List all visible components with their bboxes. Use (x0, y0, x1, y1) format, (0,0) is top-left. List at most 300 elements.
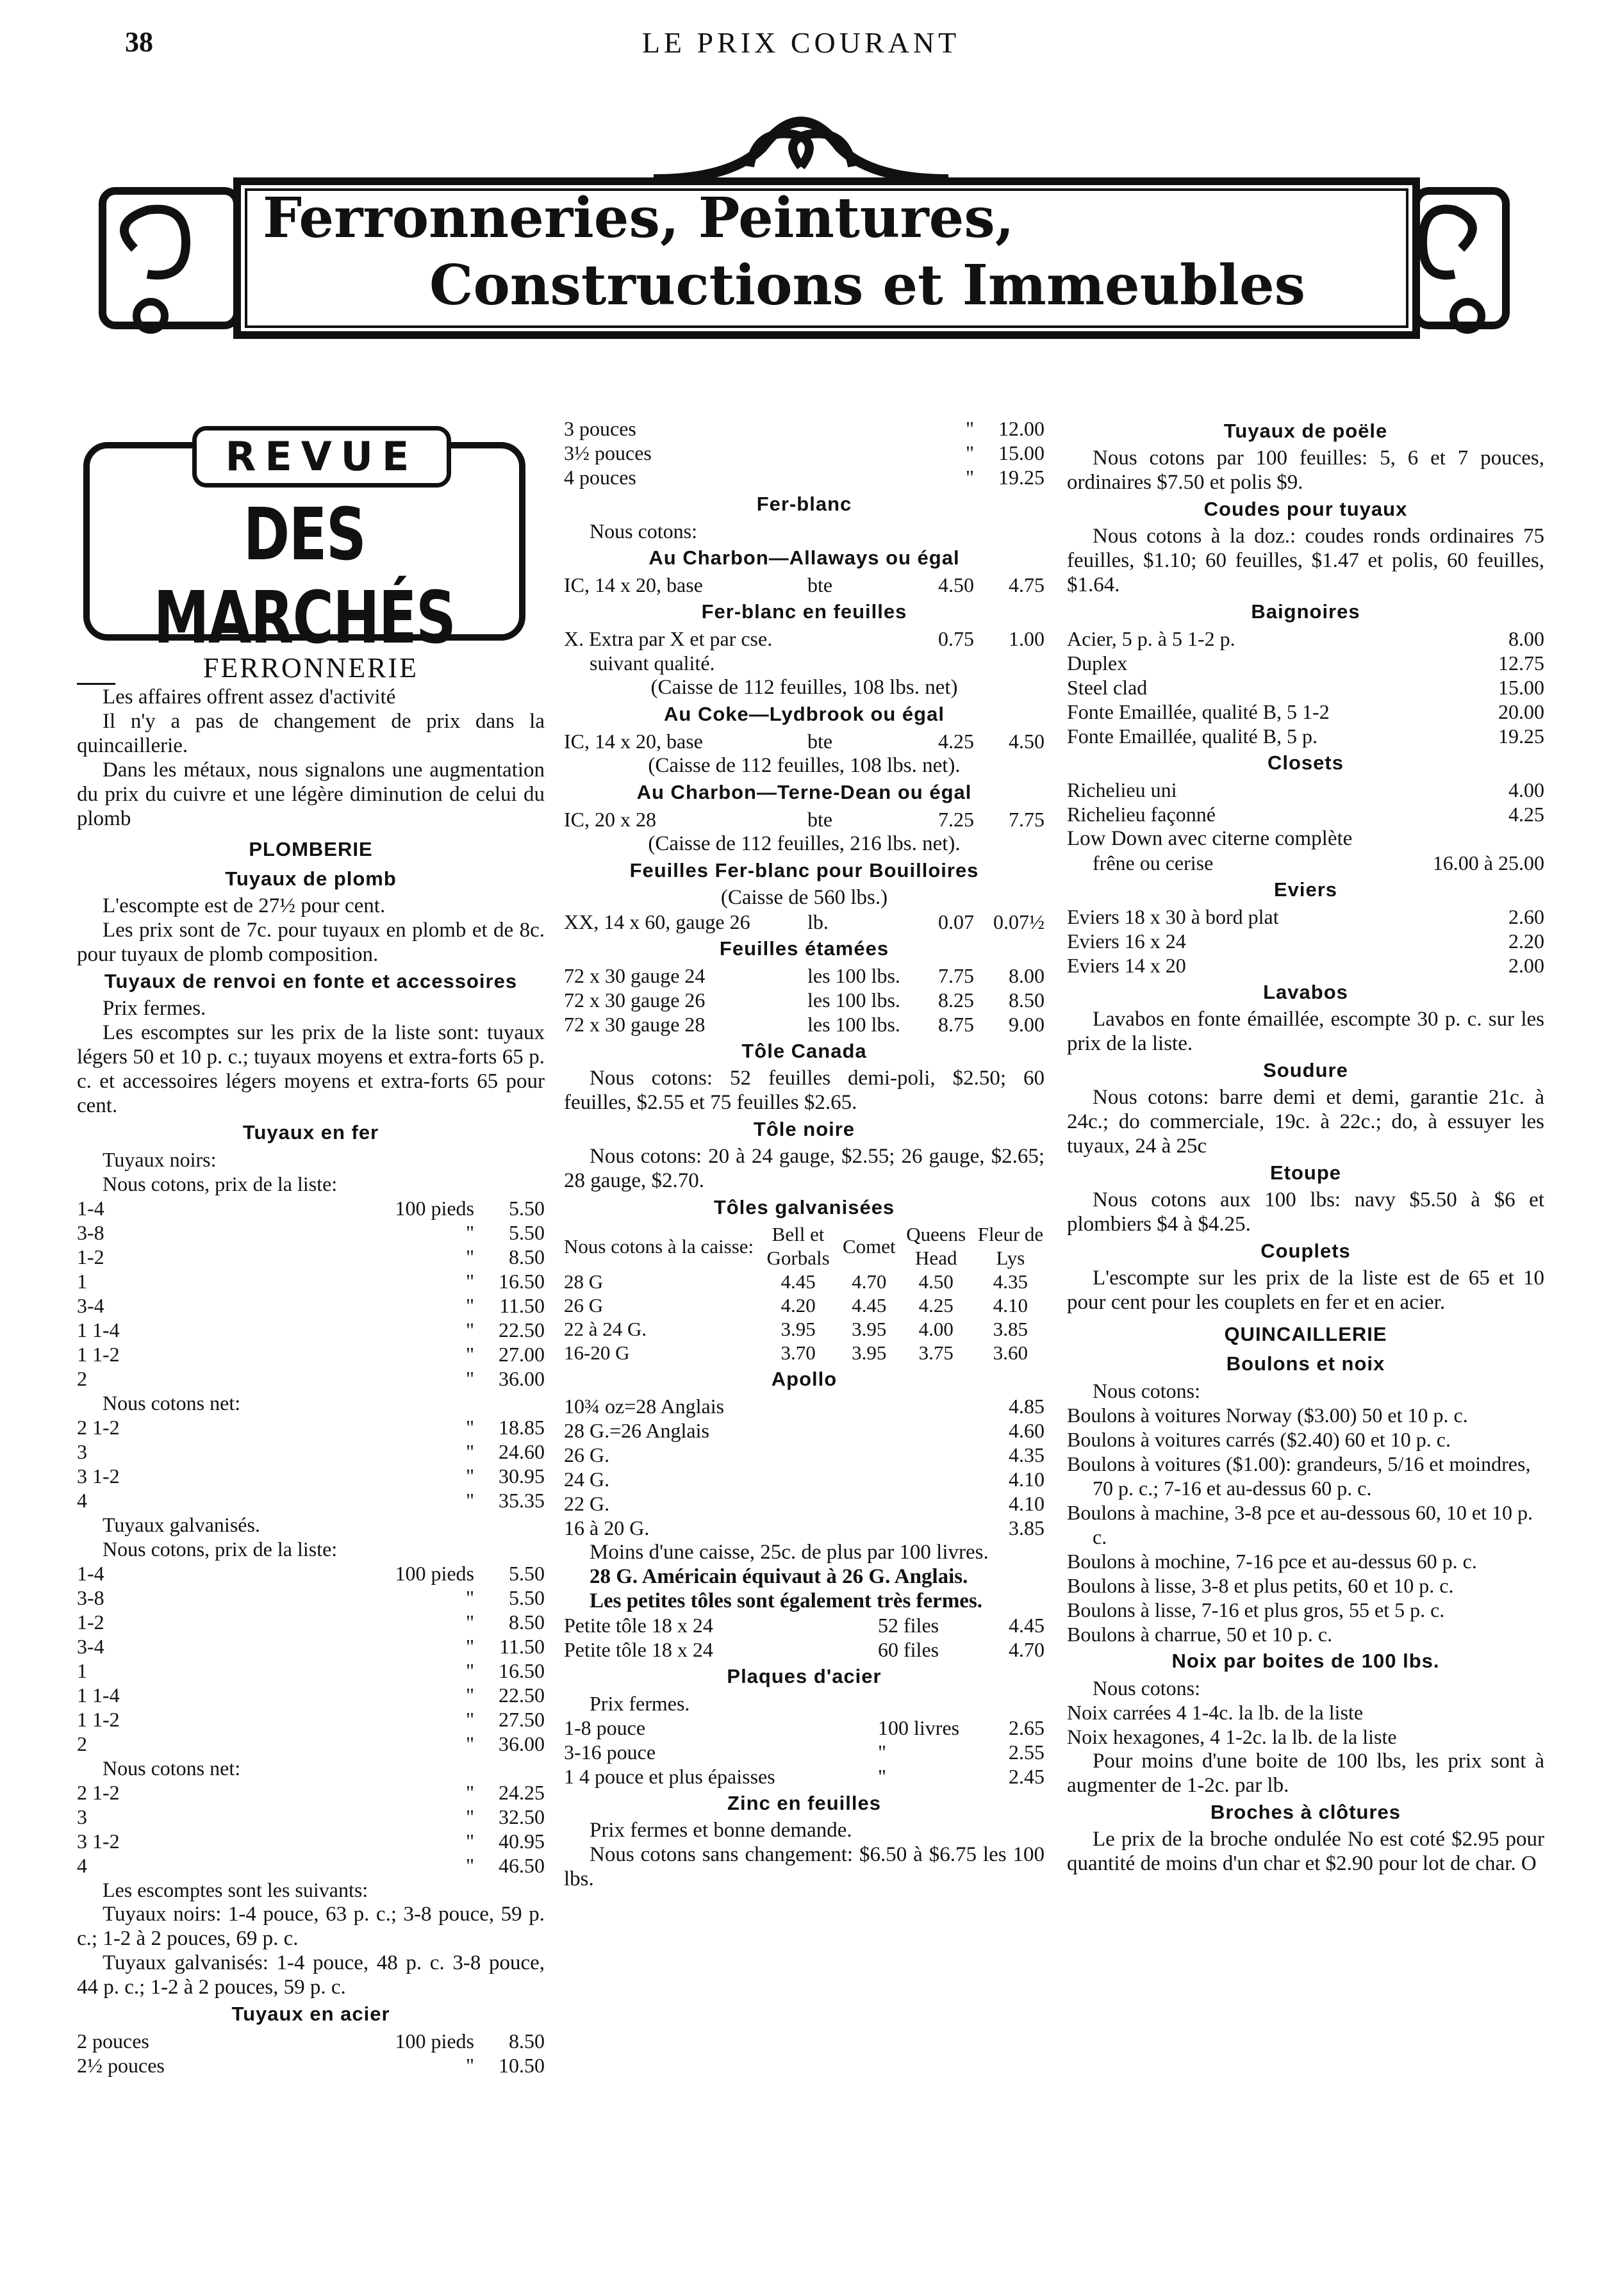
subheading-coudes: Coudes pour tuyaux (1203, 498, 1408, 520)
table-cell: 3.95 (852, 1341, 887, 1364)
price-cell: 46.50 (499, 1854, 545, 1877)
price-cell: 12.00 (998, 417, 1045, 440)
price-cell: 8.00 (1009, 964, 1045, 987)
price-row (1067, 778, 1544, 802)
table-header: Fleur de Lys (977, 1223, 1044, 1269)
price-list-etamees (564, 964, 1045, 1037)
price-cell: " (465, 1318, 474, 1341)
table-header: Nous cotons à la caisse: (564, 1234, 754, 1258)
subheading-lydbrook: Au Coke—Lydbrook ou égal (664, 703, 945, 725)
paragraph: Les prix sont de 7c. pour tuyaux en plomb et de 8c. pour tuyaux de plomb composition. (77, 919, 545, 966)
price-cell: 100 livres (878, 1716, 960, 1739)
price-cell: 2.45 (1009, 1765, 1045, 1788)
price-cell: 60 files (878, 1638, 939, 1661)
price-cell: " (465, 1635, 474, 1658)
price-row (77, 1464, 545, 1488)
price-list-plaques (564, 1716, 1045, 1789)
label: Nous cotons, prix de la liste: (103, 1538, 338, 1561)
label: suivant qualité. (590, 652, 715, 675)
price-cell: 2 1-2 (77, 1416, 120, 1439)
price-cell: 36.00 (499, 1367, 545, 1390)
section-heading-quincaillerie: QUINCAILLERIE (1224, 1323, 1387, 1345)
price-row (77, 1293, 545, 1318)
price-cell: 4.70 (1009, 1638, 1045, 1661)
price-row (77, 1707, 545, 1732)
price-row (77, 1220, 545, 1245)
list-item: Boulons à lisse, 7-16 et plus gros, 55 et 5 p. c. (1067, 1598, 1445, 1621)
label: Nous cotons net: (103, 1757, 241, 1780)
subheading-soudure: Soudure (1263, 1059, 1348, 1081)
price-row (77, 1269, 545, 1293)
price-cell: 1 (77, 1270, 87, 1293)
lowdown-line: Low Down avec citerne complète (1067, 827, 1353, 850)
price-row (564, 1467, 1045, 1491)
table-cell: 26 G (564, 1294, 604, 1316)
price-cell: 2 1-2 (77, 1781, 120, 1804)
label: Prix fermes. (590, 1692, 690, 1715)
page-number: 38 (125, 26, 153, 58)
price-row (77, 1415, 545, 1439)
subheading-poele: Tuyaux de poële (1223, 420, 1388, 442)
price-cell: 5.50 (509, 1586, 545, 1609)
price-row (1067, 724, 1544, 748)
price-cell: 30.95 (499, 1464, 545, 1488)
table-row (564, 1270, 1045, 1293)
table-cell: 4.45 (780, 1270, 816, 1293)
price-row (77, 1659, 545, 1683)
price-row (564, 1516, 1045, 1540)
subheading-bouilloires: Feuilles Fer-blanc pour Bouilloires (629, 859, 979, 882)
price-cell: 4 pouces (564, 466, 636, 489)
price-cell: 2 (77, 1367, 87, 1390)
paragraph: Nous cotons aux 100 lbs: navy $5.50 à $6 et plombiers $4 à $4.25. (1067, 1188, 1544, 1236)
journal-title: LE PRIX COURANT (641, 26, 961, 59)
subheading-noix: Noix par boites de 100 lbs. (1171, 1650, 1440, 1672)
price-list-acier-cont (564, 416, 1045, 489)
subheading-terne-dean: Au Charbon—Terne-Dean ou égal (636, 781, 972, 803)
subheading-couplets: Couplets (1260, 1240, 1351, 1262)
price-cell: 72 x 30 gauge 28 (564, 1013, 706, 1036)
price-cell: Eviers 14 x 20 (1067, 954, 1186, 977)
price-cell: " (465, 1805, 474, 1828)
price-row (77, 1196, 545, 1220)
price-cell: 26 G. (564, 1443, 610, 1466)
table-cell: 4.45 (852, 1294, 887, 1316)
price-cell: 1-2 (77, 1611, 104, 1634)
price-row (77, 1561, 545, 1586)
price-cell: 2.65 (1009, 1716, 1045, 1739)
price-list-petites (564, 1613, 1045, 1662)
price-cell: 1-4 (77, 1562, 104, 1585)
price-cell: 3 pouces (564, 417, 636, 440)
price-cell: 8.00 (1508, 627, 1544, 650)
price-cell: 24.60 (499, 1440, 545, 1463)
price-cell: 8.50 (509, 1245, 545, 1268)
price-cell: 18.85 (499, 1416, 545, 1439)
paragraph: Tuyaux galvanisés: 1-4 pouce, 48 p. c. 3-8 pouce, 44 p. c.; 1-2 à 2 pouces, 59 p. c. (77, 1951, 545, 1999)
price-cell: " (465, 1586, 474, 1609)
price-cell: 4.00 (1508, 778, 1544, 801)
price-row (1067, 929, 1544, 953)
price-row (564, 964, 1045, 988)
subheading-closets: Closets (1268, 751, 1344, 774)
price-cell: Fonte Emaillée, qualité B, 5 p. (1067, 725, 1318, 748)
subheading-boulons: Boulons et noix (1226, 1352, 1385, 1375)
price-row (564, 1637, 1045, 1662)
price-cell: 22.50 (499, 1318, 545, 1341)
table-cell: 3.85 (993, 1318, 1028, 1340)
price-cell: 3-4 (77, 1635, 104, 1658)
price-cell: 32.50 (499, 1805, 545, 1828)
price-row (77, 1366, 545, 1391)
price-list-noirs-net (77, 1415, 545, 1513)
price-list-galv-net (77, 1780, 545, 1878)
price-cell: 24 G. (564, 1468, 610, 1491)
subheading-tuyaux-plomb: Tuyaux de plomb (225, 867, 397, 890)
banner-crest-ornament (654, 109, 948, 186)
price-cell: Petite tôle 18 x 24 (564, 1638, 713, 1661)
price-row (564, 1012, 1045, 1037)
price-row (77, 1439, 545, 1464)
price-cell: " (465, 1294, 474, 1317)
caisse-note: (Caisse de 112 feuilles, 108 lbs. net) (650, 676, 958, 699)
price-cell: 12.75 (1498, 652, 1544, 675)
table-header: Comet (842, 1234, 896, 1258)
price-row (1067, 675, 1544, 700)
price-row (77, 2029, 545, 2053)
paragraph: Les petites tôles sont également très fermes. (590, 1589, 983, 1612)
price-cell: 4 (77, 1489, 87, 1512)
price-cell: 3½ pouces (564, 441, 652, 464)
section-banner (90, 109, 1515, 378)
table-row (564, 1317, 1045, 1341)
paragraph: Nous cotons: 52 feuilles demi-poli, $2.50; 60 feuilles, $2.55 et 75 feuilles $2.65. (564, 1067, 1045, 1114)
table-cell: 4.25 (918, 1294, 954, 1316)
paragraph: Les affaires offrent assez d'activité (103, 685, 396, 709)
price-cell: 100 pieds (395, 1562, 474, 1585)
price-cell: 16.50 (499, 1659, 545, 1682)
price-row (564, 1764, 1045, 1789)
price-cell: 1 1-4 (77, 1318, 120, 1341)
price-row (1067, 905, 1544, 929)
price-cell: 2.60 (1508, 905, 1544, 928)
price-row (77, 1318, 545, 1342)
paragraph: Il n'y a pas de changement de prix dans la quincaillerie. (77, 710, 545, 757)
price-cell: 1-8 pouce (564, 1716, 646, 1739)
paragraph: Nous cotons par 100 feuilles: 5, 6 et 7 pouces, ordinaires $7.50 et polis $9. (1067, 447, 1544, 494)
label: Nous cotons: (1093, 1677, 1200, 1700)
price-row: IC, 14 x 20, base bte 4.50 4.75 (564, 573, 1045, 596)
paragraph: Nous cotons: 20 à 24 gauge, $2.55; 26 gauge, $2.65; 28 gauge, $2.70. (564, 1145, 1045, 1192)
table-cell: 4.50 (918, 1270, 954, 1293)
table-cell: 3.75 (918, 1341, 954, 1364)
column-2 (564, 416, 1045, 1891)
price-cell: 3.85 (1009, 1516, 1045, 1539)
price-cell: " (878, 1741, 887, 1764)
price-row (77, 1853, 545, 1878)
price-list-noirs (77, 1196, 545, 1391)
price-cell: 4.60 (1009, 1419, 1045, 1442)
price-list-baignoires (1067, 627, 1544, 748)
price-row (77, 1683, 545, 1707)
price-cell: " (465, 1489, 474, 1512)
label: Nous cotons: (590, 520, 697, 543)
subheading-baignoires: Baignoires (1251, 600, 1360, 623)
column-1 (77, 416, 545, 2078)
price-list-closets (1067, 778, 1544, 826)
price-row (1067, 700, 1544, 724)
price-cell: 3 (77, 1440, 87, 1463)
galvanized-table-body (564, 1270, 1045, 1365)
banner-title-line-2: Constructions et Immeubles (429, 253, 1306, 318)
price-row: IC, 14 x 20, base bte 4.25 4.50 (564, 730, 1045, 753)
price-cell: " (465, 1440, 474, 1463)
subheading-tuyaux-fer: Tuyaux en fer (242, 1121, 379, 1144)
banner-title (90, 186, 1515, 340)
subheading-zinc: Zinc en feuilles (727, 1792, 881, 1814)
price-cell: 4.10 (1009, 1468, 1045, 1491)
price-row (564, 416, 1045, 441)
price-row (564, 1716, 1045, 1740)
price-cell: 27.50 (499, 1708, 545, 1731)
column-3 (1067, 416, 1544, 1876)
price-row (564, 988, 1045, 1012)
price-row (77, 1829, 545, 1853)
paragraph: Tuyaux noirs: 1-4 pouce, 63 p. c.; 3-8 pouce, 59 p. c.; 1-2 à 2 pouces, 69 p. c. (77, 1903, 545, 1950)
price-cell: 4.10 (1009, 1492, 1045, 1515)
price-cell: " (465, 1245, 474, 1268)
price-cell: 1-2 (77, 1245, 104, 1268)
subheading-etoupe: Etoupe (1269, 1161, 1342, 1184)
price-cell: les 100 lbs. (807, 988, 900, 1012)
subheading-broches: Broches à clôtures (1210, 1801, 1401, 1823)
price-row (1067, 651, 1544, 675)
price-cell: Acier, 5 p. à 5 1-2 p. (1067, 627, 1235, 650)
price-cell: 100 pieds (395, 2030, 474, 2053)
price-cell: 4.25 (1508, 803, 1544, 826)
price-cell: 36.00 (499, 1732, 545, 1755)
price-cell: Richelieu façonné (1067, 803, 1216, 826)
price-cell: Fonte Emaillée, qualité B, 5 1-2 (1067, 700, 1330, 723)
paragraph: Nous cotons sans changement: $6.50 à $6.75 les 100 lbs. (564, 1843, 1045, 1890)
price-row (564, 1740, 1045, 1764)
price-cell: 3 1-2 (77, 1830, 120, 1853)
price-row: X. Extra par X et par cse. 0.75 1.00 (564, 627, 1045, 650)
price-cell: " (465, 1732, 474, 1755)
price-cell: 11.50 (499, 1294, 545, 1317)
subheading-etamees: Feuilles étamées (719, 937, 889, 960)
list-item: Noix carrées 4 1-4c. la lb. de la liste (1067, 1701, 1364, 1724)
price-cell: " (465, 1830, 474, 1853)
price-row (77, 1805, 545, 1829)
price-cell: 15.00 (1498, 676, 1544, 699)
price-cell: 20.00 (1498, 700, 1544, 723)
price-cell: " (465, 1464, 474, 1488)
price-row (1067, 953, 1544, 978)
price-row (77, 1342, 545, 1366)
list-item: Boulons à voitures carrés ($2.40) 60 et 10 p. c. (1067, 1428, 1451, 1451)
paragraph: Nous cotons: barre demi et demi, garantie 21c. à 24c.; do commerciale, 19c. à 22c.; do, à essuyer les tuyaux, 24 à 25c (1067, 1086, 1544, 1158)
subheading-lavabos: Lavabos (1263, 981, 1348, 1003)
subheading-eviers: Eviers (1273, 878, 1338, 901)
table-cell: 4.20 (780, 1294, 816, 1316)
subheading-renvoi: Tuyaux de renvoi en fonte et accessoires (104, 970, 518, 992)
price-cell: 15.00 (998, 441, 1045, 464)
price-cell: 52 files (878, 1614, 939, 1637)
subheading-tole-canada: Tôle Canada (741, 1040, 867, 1062)
price-row (77, 1488, 545, 1513)
price-row (77, 1586, 545, 1610)
price-cell: 3-8 (77, 1586, 104, 1609)
paragraph: Moins d'une caisse, 25c. de plus par 100 livres. (590, 1541, 989, 1564)
list-item: Boulons à charrue, 50 et 10 p. c. (1067, 1623, 1333, 1646)
price-cell: 24.25 (499, 1781, 545, 1804)
galvanized-price-table (564, 1222, 1045, 1365)
price-cell: 8.50 (509, 2030, 545, 2053)
price-row (564, 1418, 1045, 1443)
list-item: Boulons à lisse, 3-8 et plus petits, 60 et 10 p. c. (1067, 1574, 1454, 1597)
logo-top-text: REVUE (192, 426, 451, 488)
price-cell: 22 G. (564, 1492, 610, 1515)
paragraph: Le prix de la broche ondulée No est coté $2.95 pour quantité de moins d'un char et $2.90 pour lot de char. O (1067, 1828, 1544, 1875)
table-cell: 3.95 (780, 1318, 816, 1340)
price-cell: " (965, 441, 974, 464)
table-cell: 3.95 (852, 1318, 887, 1340)
label: Nous cotons: (1093, 1379, 1200, 1402)
price-cell: 100 pieds (395, 1197, 474, 1220)
price-cell: " (465, 1781, 474, 1804)
price-cell: " (465, 1659, 474, 1682)
price-cell: Richelieu uni (1067, 778, 1177, 801)
price-cell: 1 1-2 (77, 1708, 120, 1731)
price-cell: 7.75 (938, 964, 974, 987)
table-header: Bell et Gorbals (766, 1223, 830, 1269)
price-cell: 3-4 (77, 1294, 104, 1317)
price-row (564, 1613, 1045, 1637)
section-heading-ferronnerie: FERRONNERIE (202, 652, 419, 684)
label: Tuyaux noirs: (103, 1148, 217, 1171)
subheading-tuyaux-acier: Tuyaux en acier (231, 2003, 390, 2025)
table-header: Queens Head (906, 1223, 966, 1269)
price-cell: " (465, 1221, 474, 1244)
caisse-note: (Caisse de 560 lbs.) (720, 886, 888, 909)
paragraph: Prix fermes. (103, 997, 206, 1020)
price-cell: 5.50 (509, 1197, 545, 1220)
price-row (77, 1634, 545, 1659)
price-row (77, 2053, 545, 2078)
paragraph: Nous cotons à la doz.: coudes ronds ordinaires 75 feuilles, $1.10; 60 feuilles, $1.47 et polis, 60 feuilles, $1.64. (1067, 525, 1544, 596)
paragraph: 28 G. Américain équivaut à 26 G. Anglais. (590, 1565, 968, 1588)
list-item: Boulons à voitures ($1.00): grandeurs, 5/16 et moindres, 70 p. c.; 7-16 et au-dessus 60 p. c. (1067, 1452, 1531, 1500)
table-cell: 4.00 (918, 1318, 954, 1340)
price-cell: " (465, 1270, 474, 1293)
price-row (564, 465, 1045, 489)
price-cell: 5.50 (509, 1221, 545, 1244)
table-cell: 3.70 (780, 1341, 816, 1364)
paragraph: Pour moins d'une boite de 100 lbs, les prix sont à augmenter de 1-2c. par lb. (1067, 1750, 1544, 1797)
price-cell: " (878, 1765, 887, 1788)
price-cell: " (965, 417, 974, 440)
label: Tuyaux galvanisés. (103, 1513, 260, 1536)
list-item: Boulons à voitures Norway ($3.00) 50 et 10 p. c. (1067, 1404, 1468, 1427)
table-cell: 16-20 G (564, 1341, 630, 1364)
table-cell: 4.70 (852, 1270, 887, 1293)
caisse-note: (Caisse de 112 feuilles, 216 lbs. net). (648, 832, 961, 855)
price-cell: 72 x 30 gauge 24 (564, 964, 706, 987)
price-cell: 2.55 (1009, 1741, 1045, 1764)
price-cell: 2.00 (1508, 954, 1544, 977)
price-cell: 16.50 (499, 1270, 545, 1293)
price-cell: 2 (77, 1732, 87, 1755)
paragraph: Lavabos en fonte émaillée, escompte 30 p. c. sur les prix de la liste. (1067, 1008, 1544, 1055)
price-cell: 8.50 (1009, 988, 1045, 1012)
price-cell: 27.00 (499, 1343, 545, 1366)
price-cell: 4.45 (1009, 1614, 1045, 1637)
price-cell: Steel clad (1067, 676, 1148, 699)
price-row: XX, 14 x 60, gauge 26 lb. 0.07 0.07½ (564, 910, 1045, 933)
price-cell: 4.35 (1009, 1443, 1045, 1466)
list-item: Boulons à machine, 3-8 pce et au-dessous 60, 10 et 10 p. c. (1067, 1501, 1533, 1548)
price-cell: les 100 lbs. (807, 964, 900, 987)
boulons-list (1067, 1403, 1544, 1646)
subheading-toles-galvanisees: Tôles galvanisées (713, 1196, 895, 1218)
price-cell: 2.20 (1508, 930, 1544, 953)
price-cell: 3 (77, 1805, 87, 1828)
price-cell: Duplex (1067, 652, 1128, 675)
table-cell: 22 à 24 G. (564, 1318, 647, 1340)
price-cell: 2½ pouces (77, 2054, 165, 2077)
price-cell: 2 pouces (77, 2030, 149, 2053)
price-row (77, 1610, 545, 1634)
price-row: frêne ou cerise 16.00 à 25.00 (1093, 851, 1544, 874)
price-cell: 9.00 (1009, 1013, 1045, 1036)
price-cell: 8.75 (938, 1013, 974, 1036)
banner-title-line-1: Ferronneries, Peintures, (263, 186, 1014, 250)
price-row (564, 441, 1045, 465)
price-row (1067, 627, 1544, 651)
price-cell: 3-8 (77, 1221, 104, 1244)
price-cell: 19.25 (998, 466, 1045, 489)
price-cell: 40.95 (499, 1830, 545, 1853)
price-cell: 28 G.=26 Anglais (564, 1419, 709, 1442)
price-cell: 72 x 30 gauge 26 (564, 988, 706, 1012)
price-cell: 16 à 20 G. (564, 1516, 650, 1539)
price-cell: " (465, 1684, 474, 1707)
label: Nous cotons, prix de la liste: (103, 1172, 338, 1195)
list-item: Boulons à mochine, 7-16 pce et au-dessus 60 p. c. (1067, 1550, 1477, 1573)
price-cell: 5.50 (509, 1562, 545, 1585)
price-row (564, 1394, 1045, 1418)
price-cell: Eviers 16 x 24 (1067, 930, 1186, 953)
table-cell: 4.10 (993, 1294, 1028, 1316)
price-cell: " (465, 2054, 474, 2077)
price-list-galv (77, 1561, 545, 1756)
price-cell: 1-4 (77, 1197, 104, 1220)
caisse-note: (Caisse de 112 feuilles, 108 lbs. net). (648, 754, 961, 777)
paragraph: Les escomptes sur les prix de la liste sont: tuyaux légers 50 et 10 p. c.; tuyaux moyens et extra-forts 65 p. c. et accessoires légers moyens et extra-forts 65 pour cent. (77, 1021, 545, 1117)
price-cell: " (465, 1611, 474, 1634)
price-row (564, 1491, 1045, 1516)
price-cell: les 100 lbs. (807, 1013, 900, 1036)
paragraph: Dans les métaux, nous signalons une augmentation du prix du cuivre et une légère diminution de celui du plomb (77, 758, 545, 830)
price-row (77, 1780, 545, 1805)
price-cell: " (465, 1854, 474, 1877)
table-cell: 28 G (564, 1270, 604, 1293)
price-row (77, 1732, 545, 1756)
label: Nous cotons net: (103, 1391, 241, 1414)
price-cell: " (465, 1416, 474, 1439)
paragraph: L'escompte sur les prix de la liste est de 65 et 10 pour cent pour les couplets en fer et en acier. (1067, 1267, 1544, 1314)
